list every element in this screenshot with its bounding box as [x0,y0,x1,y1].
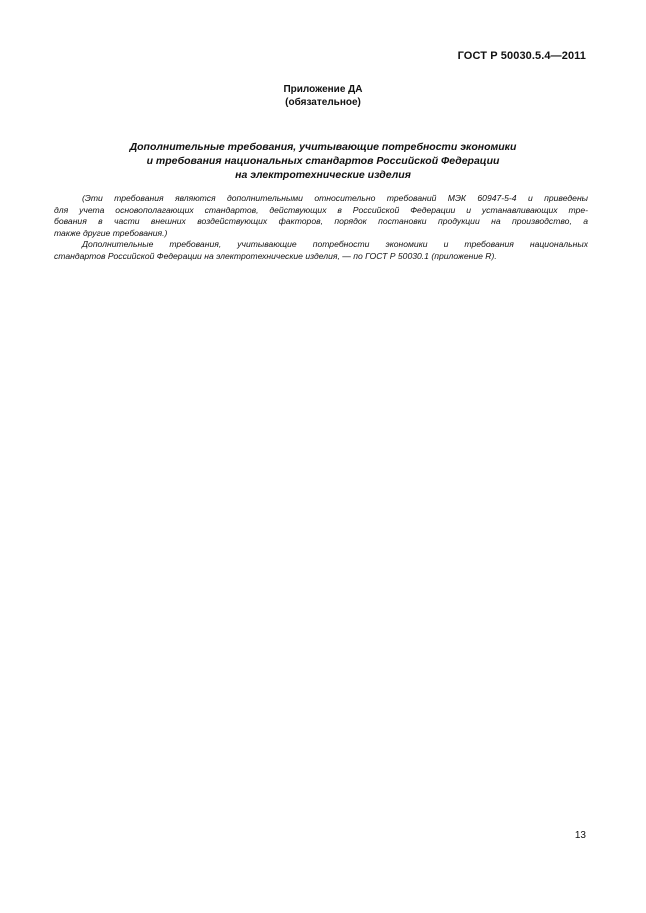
paragraph-1-line-3: бования в части внешних воздействующих факторов, порядок постановки продукции на производство, а [54,216,588,226]
paragraph-reference [54,239,588,262]
annex-title-line-1: Дополнительные требования, учитывающие потребности экономики [129,141,517,153]
annex-title-line-3: на электротехнические изделия [235,169,411,181]
paragraph-2-line-2: стандартов Российской Федерации на электротехнические изделия, — по ГОСТ Р 50030.1 (приложение R). [54,250,497,261]
paragraph-1-line-2: для учета основополагающих стандартов, действующих в Российской Федерации и устанавливающих тре- [54,204,588,215]
annex-heading [0,83,646,109]
paragraph-scope-note [54,193,588,239]
annex-label: Приложение ДА [283,84,363,95]
page-number: 13 [574,830,586,841]
annex-status: (обязательное) [285,97,361,108]
annex-body [54,193,588,262]
paragraph-1-line-1: (Эти требования являются дополнительными относительно требований МЭК 60947-5-4 и приведены [82,193,588,203]
annex-title-line-2: и требования национальных стандартов Российской Федерации [146,155,500,167]
standard-number-header: ГОСТ Р 50030.5.4—2011 [457,50,586,62]
paragraph-1-line-4: также другие требования.) [54,227,168,238]
paragraph-2-line-1: Дополнительные требования, учитывающие потребности экономики и требования национальных [82,239,588,249]
annex-title [60,140,586,182]
